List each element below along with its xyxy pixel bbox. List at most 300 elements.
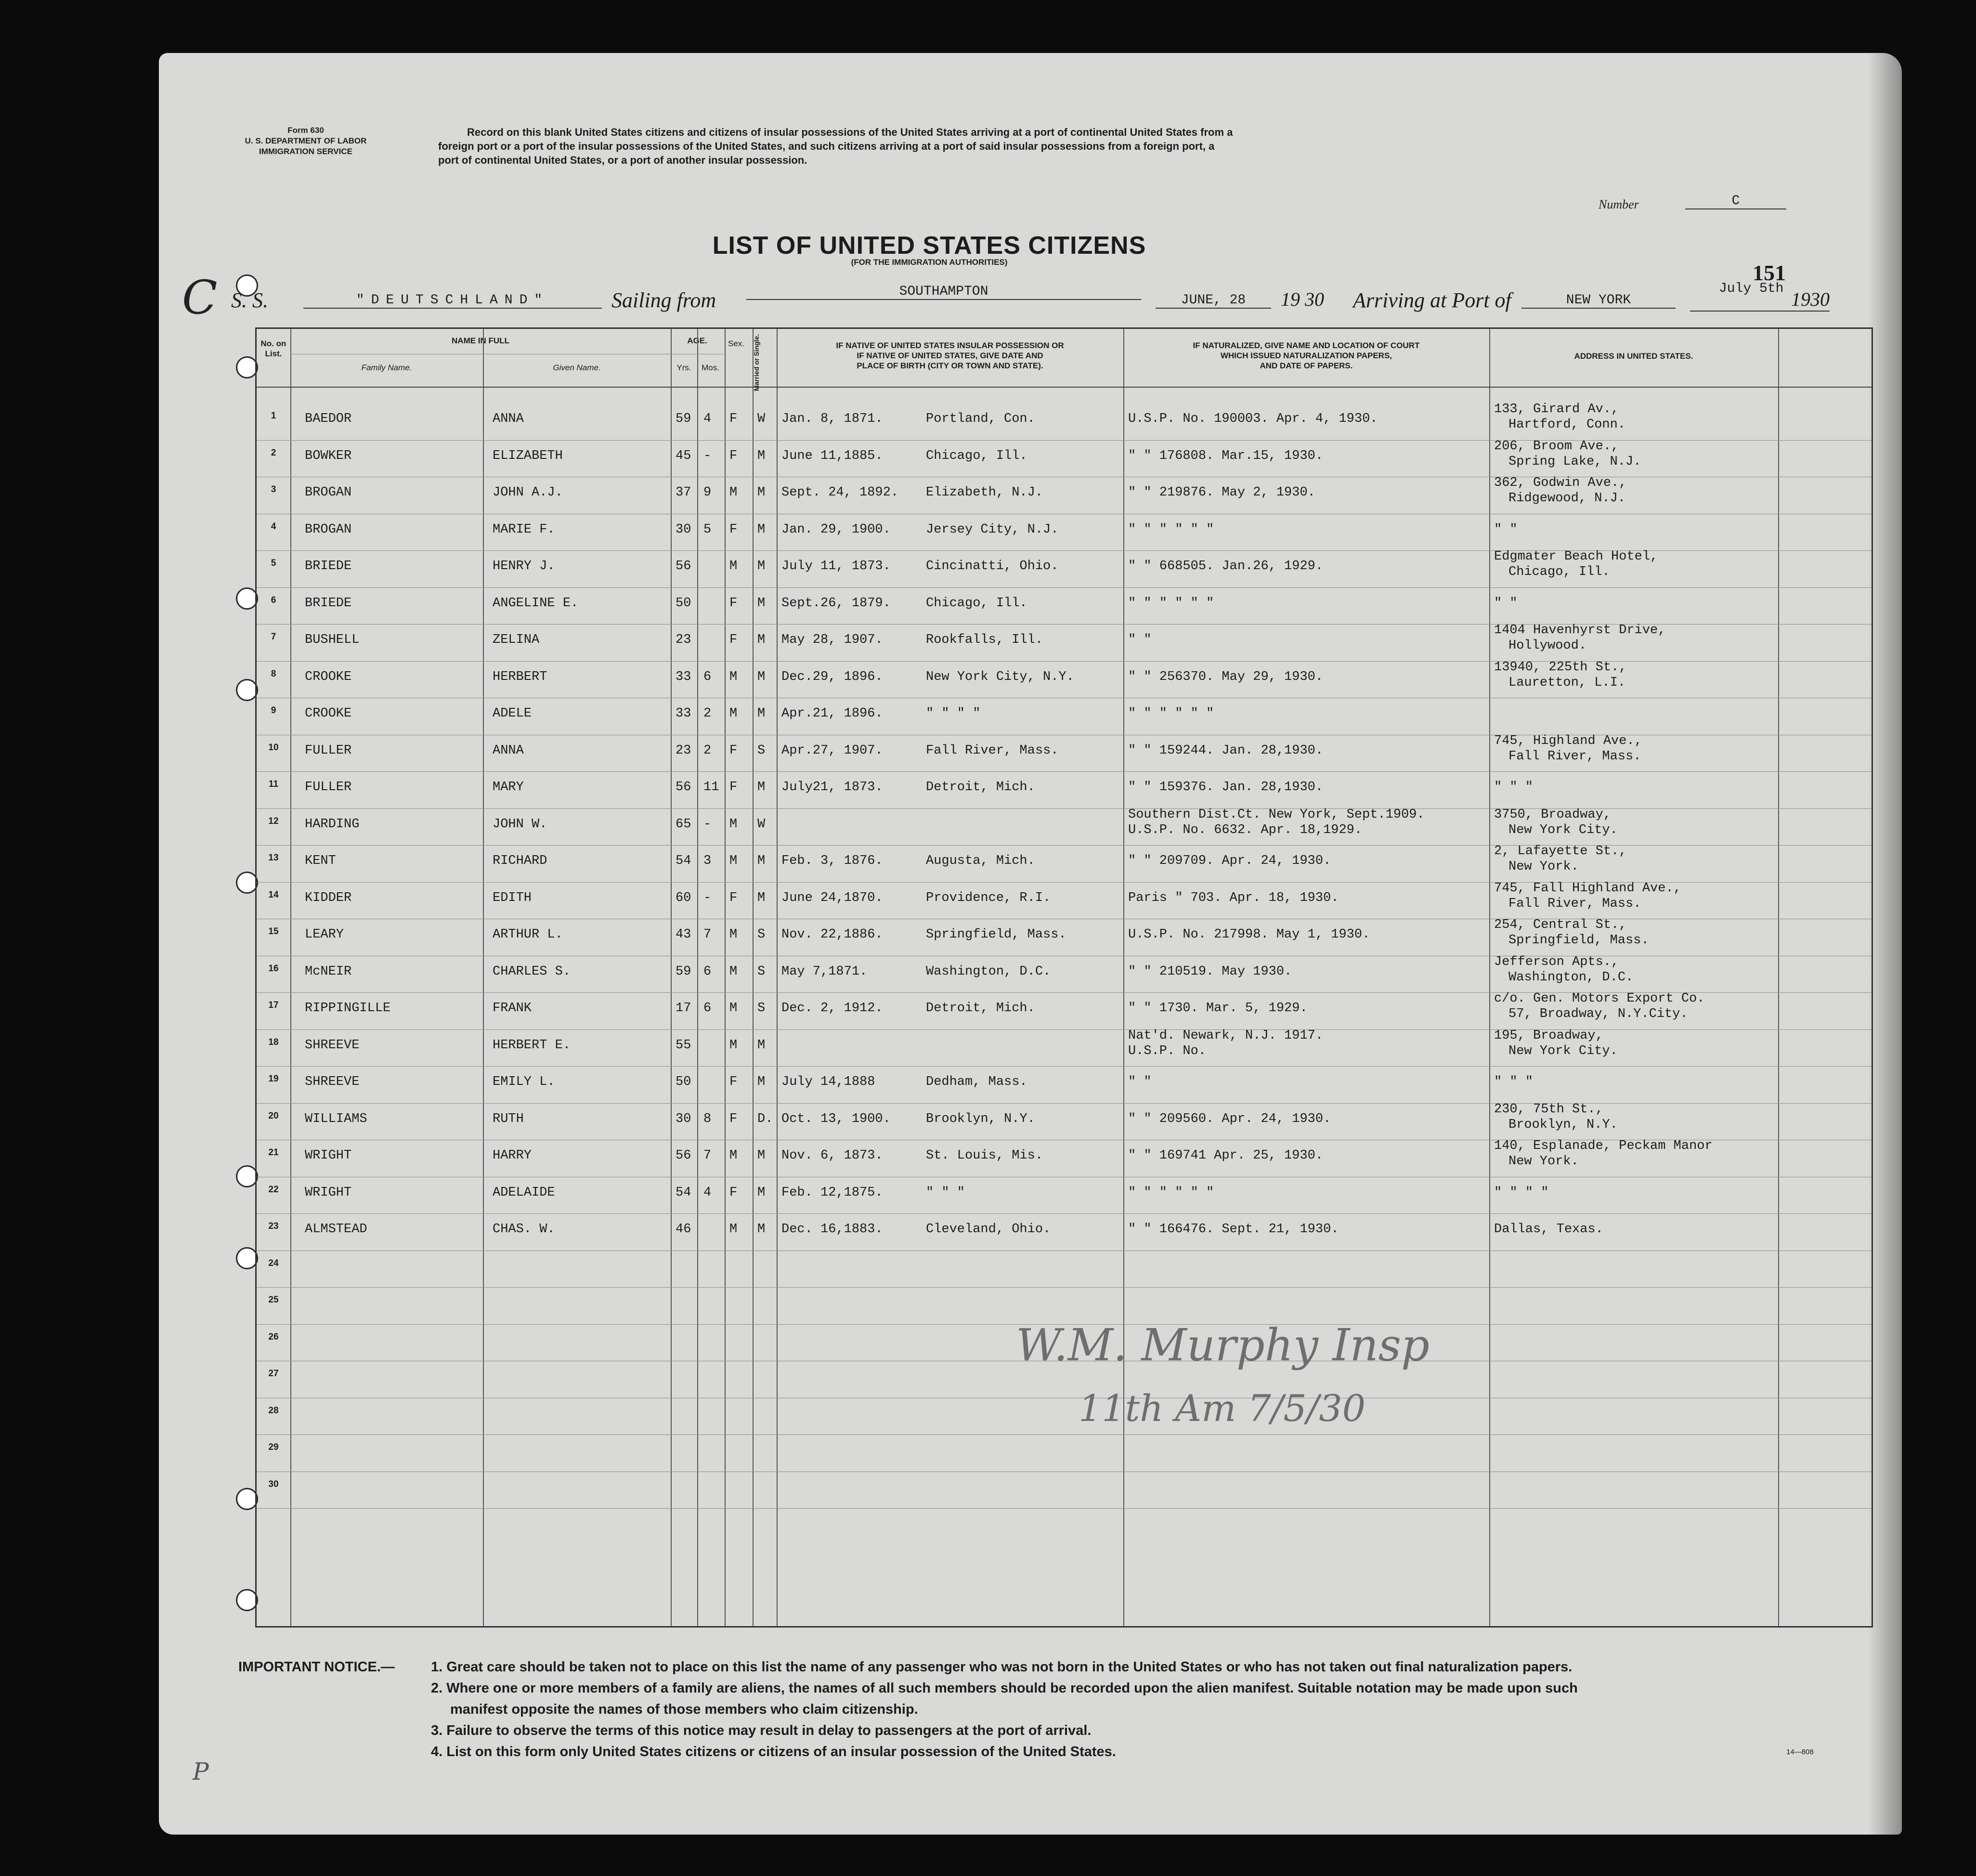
row-number: 4	[271, 521, 276, 532]
cell-birth-place: Chicago, Ill.	[926, 448, 1027, 463]
header-birth-line: IF NATIVE OF UNITED STATES, GIVE DATE AND	[857, 351, 1043, 360]
cell-birth-date: Dec. 16,1883.	[781, 1222, 883, 1237]
row-rule	[257, 1287, 1872, 1288]
cell-family: BRIEDE	[305, 559, 352, 573]
cell-family: KENT	[305, 854, 336, 868]
cell-birth-date: Apr.21, 1896.	[781, 706, 883, 721]
cell-yrs: 56	[676, 1148, 691, 1163]
header-sex: Sex.	[728, 339, 745, 348]
cell-yrs: 56	[676, 780, 691, 795]
form-identifier	[193, 125, 419, 157]
cell-nat: " "	[1128, 633, 1152, 647]
header-birth-line: PLACE OF BIRTH (CITY OR TOWN AND STATE).	[857, 361, 1043, 370]
cell-mos: 6	[703, 964, 712, 979]
cell-given: JOHN W.	[493, 817, 547, 832]
cell-yrs: 55	[676, 1038, 691, 1053]
cell-addr1: " "	[1494, 522, 1518, 537]
row-number: 9	[271, 705, 276, 716]
cell-sex: F	[729, 448, 738, 463]
cell-given: ADELAIDE	[493, 1185, 555, 1200]
cell-birth-place: Chicago, Ill.	[926, 596, 1027, 611]
handwritten-mark: C	[182, 271, 218, 325]
cell-ms: M	[757, 1038, 766, 1053]
cell-addr1: 230, 75th St.,	[1494, 1102, 1603, 1117]
row-rule	[257, 440, 1872, 441]
cell-addr1: 3750, Broadway,	[1494, 807, 1612, 822]
cell-birth-date: Nov. 6, 1873.	[781, 1148, 883, 1163]
row-number: 24	[268, 1258, 279, 1268]
header-naturalized-line: IF NATURALIZED, GIVE NAME AND LOCATION OF COURT	[1193, 341, 1420, 350]
cell-birth-place: Detroit, Mich.	[926, 1001, 1035, 1016]
cell-given: ARTHUR L.	[493, 927, 563, 942]
cell-birth-date: Jan. 29, 1900.	[781, 522, 891, 537]
cell-yrs: 60	[676, 890, 691, 905]
cell-addr1: 133, Girard Av.,	[1494, 402, 1619, 417]
header-given-name: Given Name.	[553, 363, 601, 372]
cell-family: BROGAN	[305, 485, 352, 500]
row-number: 25	[268, 1295, 279, 1305]
cell-ms: S	[757, 743, 766, 758]
cell-addr1: 254, Central St.,	[1494, 918, 1627, 932]
row-number: 16	[268, 963, 279, 974]
cell-birth-date: Feb. 3, 1876.	[781, 854, 883, 868]
cell-nat: Southern Dist.Ct. New York, Sept.1909.	[1128, 807, 1425, 822]
cell-given: CHARLES S.	[493, 964, 571, 979]
cell-sex: F	[729, 522, 738, 537]
cell-birth-date: May 28, 1907.	[781, 633, 883, 647]
cell-birth-place: Cincinatti, Ohio.	[926, 559, 1059, 573]
cell-birth-place: Portland, Con.	[926, 412, 1035, 426]
cell-addr-line2: Lauretton, L.I.	[1508, 675, 1626, 690]
row-number: 2	[271, 447, 276, 458]
cell-given: JOHN A.J.	[493, 485, 563, 500]
cell-ms: M	[757, 485, 766, 500]
cell-mos: 11	[703, 780, 719, 795]
cell-yrs: 54	[676, 1185, 691, 1200]
cell-ms: W	[757, 412, 766, 426]
table-column-rule	[671, 329, 672, 1626]
cell-sex: F	[729, 780, 738, 795]
row-number: 28	[268, 1405, 279, 1416]
cell-ms: M	[757, 854, 766, 868]
cell-family: CROOKE	[305, 706, 352, 721]
voyage-line	[159, 279, 1902, 323]
cell-mos: 6	[703, 669, 712, 684]
cell-yrs: 45	[676, 448, 691, 463]
cell-addr-line2: Hartford, Conn.	[1508, 417, 1626, 432]
cell-given: RICHARD	[493, 854, 547, 868]
row-number: 3	[271, 484, 276, 495]
cell-addr1: 745, Highland Ave.,	[1494, 733, 1642, 748]
cell-nat: " " " " " "	[1128, 522, 1214, 537]
arrival-port: NEW YORK	[1521, 293, 1676, 309]
cell-family: BRIEDE	[305, 596, 352, 611]
row-rule	[257, 1213, 1872, 1214]
row-number: 15	[268, 926, 279, 937]
cell-ms: S	[757, 964, 766, 979]
cell-yrs: 33	[676, 706, 691, 721]
cell-birth-date: May 7,1871.	[781, 964, 868, 979]
header-name-in-full: NAME IN FULL	[452, 336, 509, 345]
cell-addr-line2: Hollywood.	[1508, 638, 1587, 653]
cell-addr1: Dallas, Texas.	[1494, 1222, 1603, 1237]
cell-birth-date: Sept. 24, 1892.	[781, 485, 899, 500]
cell-nat: " " 209560. Apr. 24, 1930.	[1128, 1111, 1331, 1126]
instruction-line: Record on this blank United States citizens and citizens of insular possessions of the United States arriving at a port of continental United States from a	[467, 126, 1233, 138]
cell-addr1: c/o. Gen. Motors Export Co.	[1494, 991, 1705, 1006]
cell-nat: " " 1730. Mar. 5, 1929.	[1128, 1001, 1308, 1016]
service-name: IMMIGRATION SERVICE	[259, 147, 352, 156]
sailing-label: Sailing from	[611, 288, 716, 312]
cell-addr-line2: Chicago, Ill.	[1508, 565, 1610, 579]
row-number: 22	[268, 1184, 279, 1195]
page-number: 151	[1753, 261, 1786, 285]
cell-family: BROGAN	[305, 522, 352, 537]
form-number: Form 630	[287, 126, 324, 135]
notice-item: 4. List on this form only United States citizens or citizens of an insular possession of the United States.	[431, 1744, 1116, 1759]
cell-sex: M	[729, 854, 738, 868]
table-column-rule	[290, 329, 291, 1626]
cell-family: BUSHELL	[305, 633, 360, 647]
table-column-rule	[725, 329, 726, 1626]
cell-nat: " " " " " "	[1128, 1185, 1214, 1200]
cell-addr-line2: Washington, D.C.	[1508, 970, 1634, 985]
instruction-line: foreign port or a port of the insular possessions of the United States, and such citizens arriving at a port of said insular possessions from a foreign port, a	[438, 140, 1215, 152]
cell-yrs: 30	[676, 1111, 691, 1126]
cell-addr1: Jefferson Apts.,	[1494, 954, 1619, 969]
cell-ms: M	[757, 1185, 766, 1200]
cell-birth-place: Cleveland, Ohio.	[926, 1222, 1051, 1237]
cell-birth-place: Jersey City, N.J.	[926, 522, 1059, 537]
cell-family: WILLIAMS	[305, 1111, 367, 1126]
signature-annotation: 11th Am 7/5/30	[1079, 1387, 1366, 1430]
form-print-code: 14—808	[1786, 1748, 1814, 1756]
cell-addr1: " " " "	[1494, 1185, 1549, 1200]
cell-given: ANGELINE E.	[493, 596, 579, 611]
table-column-rule	[1778, 329, 1779, 1626]
cell-addr-line2: Fall River, Mass.	[1508, 896, 1641, 911]
cell-family: BAEDOR	[305, 412, 352, 426]
cell-yrs: 59	[676, 412, 691, 426]
notice-item: 3. Failure to observe the terms of this notice may result in delay to passengers at the port of arrival.	[431, 1723, 1092, 1738]
cell-family: FULLER	[305, 743, 352, 758]
notice-item: manifest opposite the names of those members who claim citizenship.	[450, 1702, 918, 1717]
cell-birth-place: Providence, R.I.	[926, 890, 1051, 905]
cell-ms: M	[757, 1148, 766, 1163]
cell-family: KIDDER	[305, 890, 352, 905]
table-column-rule	[1123, 329, 1124, 1626]
cell-birth-date: Dec. 2, 1912.	[781, 1001, 883, 1016]
header-birth-line: IF NATIVE OF UNITED STATES INSULAR POSSESSION OR	[836, 341, 1064, 350]
cell-given: ADELE	[493, 706, 532, 721]
passenger-table	[255, 327, 1873, 1628]
cell-nat: " " 159376. Jan. 28,1930.	[1128, 780, 1324, 795]
cell-nat-line2: U.S.P. No. 6632. Apr. 18,1929.	[1128, 822, 1363, 837]
cell-nat: U.S.P. No. 217998. May 1, 1930.	[1128, 927, 1370, 942]
cell-given: MARY	[493, 780, 524, 795]
cell-birth-date: July21, 1873.	[781, 780, 883, 795]
row-rule	[257, 845, 1872, 846]
cell-yrs: 37	[676, 485, 691, 500]
cell-family: SHREEVE	[305, 1075, 360, 1089]
cell-addr1: 140, Esplanade, Peckam Manor	[1494, 1139, 1713, 1153]
cell-mos: -	[703, 817, 712, 832]
cell-ms: M	[757, 890, 766, 905]
cell-given: HERBERT E.	[493, 1038, 571, 1053]
cell-sex: F	[729, 596, 738, 611]
cell-ms: M	[757, 559, 766, 573]
row-number: 26	[268, 1331, 279, 1342]
cell-given: HENRY J.	[493, 559, 555, 573]
sailing-date: JUNE, 28	[1156, 293, 1271, 309]
row-number: 6	[271, 595, 276, 605]
cell-sex: M	[729, 706, 738, 721]
cell-addr1: 195, Broadway,	[1494, 1028, 1603, 1043]
cell-sex: F	[729, 412, 738, 426]
header-age: AGE.	[687, 336, 707, 345]
cell-birth-date: Sept.26, 1879.	[781, 596, 891, 611]
cell-birth-place: St. Louis, Mis.	[926, 1148, 1043, 1163]
row-number: 19	[268, 1074, 279, 1084]
cell-birth-place: " " " "	[926, 706, 981, 721]
cell-given: ANNA	[493, 412, 524, 426]
cell-mos: 4	[703, 412, 712, 426]
cell-addr1: 1404 Havenhyrst Drive,	[1494, 623, 1666, 638]
cell-sex: F	[729, 1075, 738, 1089]
cell-nat: " " " " " "	[1128, 706, 1214, 721]
cell-addr-line2: Fall River, Mass.	[1508, 749, 1641, 764]
cell-mos: 6	[703, 1001, 712, 1016]
cell-family: FULLER	[305, 780, 352, 795]
cell-nat: " " 209709. Apr. 24, 1930.	[1128, 854, 1331, 868]
cell-nat: " " 256370. May 29, 1930.	[1128, 669, 1324, 684]
row-number: 11	[268, 779, 279, 789]
cell-birth-date: Nov. 22,1886.	[781, 927, 883, 942]
cell-ms: M	[757, 1222, 766, 1237]
row-number: 7	[271, 632, 276, 642]
table-column-rule	[777, 329, 778, 1626]
row-rule	[257, 661, 1872, 662]
row-number: 17	[268, 1000, 279, 1010]
cell-yrs: 50	[676, 596, 691, 611]
cell-yrs: 46	[676, 1222, 691, 1237]
cell-ms: M	[757, 706, 766, 721]
cell-birth-date: Apr.27, 1907.	[781, 743, 883, 758]
row-number: 14	[268, 889, 279, 900]
cell-nat: " " 169741 Apr. 25, 1930.	[1128, 1148, 1324, 1163]
cell-mos: 2	[703, 743, 712, 758]
cell-nat: " "	[1128, 1075, 1152, 1089]
cell-yrs: 23	[676, 743, 691, 758]
cell-yrs: 30	[676, 522, 691, 537]
cell-addr-line2: Spring Lake, N.J.	[1508, 454, 1641, 469]
cell-family: SHREEVE	[305, 1038, 360, 1053]
cell-mos: 9	[703, 485, 712, 500]
cell-mos: 7	[703, 927, 712, 942]
cell-ms: S	[757, 1001, 766, 1016]
cell-nat: " " 668505. Jan.26, 1929.	[1128, 559, 1324, 573]
header-birth	[777, 340, 1123, 371]
notice-item: 2. Where one or more members of a family are aliens, the names of all such members should be recorded upon the alien manifest. Suitable notation may be made upon such	[431, 1681, 1578, 1696]
cell-nat: Paris " 703. Apr. 18, 1930.	[1128, 890, 1339, 905]
cell-given: EMILY L.	[493, 1075, 555, 1089]
row-number: 1	[271, 411, 276, 421]
cell-yrs: 65	[676, 817, 691, 832]
row-rule	[257, 1029, 1872, 1030]
cell-birth-place: Elizabeth, N.J.	[926, 485, 1043, 500]
cell-addr-line2: New York.	[1508, 1154, 1579, 1169]
cell-birth-place: Detroit, Mich.	[926, 780, 1035, 795]
row-rule	[257, 1434, 1872, 1435]
cell-nat-line2: U.S.P. No.	[1128, 1043, 1207, 1058]
number-value: C	[1685, 194, 1786, 209]
header-naturalized-line: WHICH ISSUED NATURALIZATION PAPERS,	[1220, 351, 1392, 360]
cell-family: BOWKER	[305, 448, 352, 463]
cell-birth-date: July 11, 1873.	[781, 559, 891, 573]
row-number: 5	[271, 558, 276, 568]
header-family-name: Family Name.	[361, 363, 412, 372]
row-number: 27	[268, 1368, 279, 1379]
header-yrs: Yrs.	[676, 363, 691, 372]
page-subtitle: (FOR THE IMMIGRATION AUTHORITIES)	[851, 258, 1008, 267]
number-label: Number	[1599, 197, 1639, 211]
cell-sex: M	[729, 485, 738, 500]
cell-ms: M	[757, 448, 766, 463]
cell-sex: M	[729, 1001, 738, 1016]
cell-nat: " " 219876. May 2, 1930.	[1128, 485, 1315, 500]
row-number: 10	[268, 742, 279, 753]
cell-birth-place: New York City, N.Y.	[926, 669, 1074, 684]
cell-ms: M	[757, 669, 766, 684]
row-number: 20	[268, 1110, 279, 1121]
cell-sex: M	[729, 964, 738, 979]
cell-ms: M	[757, 522, 766, 537]
cell-given: EDITH	[493, 890, 532, 905]
cell-birth-place: Augusta, Mich.	[926, 854, 1035, 868]
cell-sex: M	[729, 927, 738, 942]
row-number: 8	[271, 668, 276, 679]
cell-nat: " " 166476. Sept. 21, 1930.	[1128, 1222, 1339, 1237]
cell-addr1: Edgmater Beach Hotel,	[1494, 549, 1658, 564]
cell-given: ZELINA	[493, 633, 540, 647]
departure-port: SOUTHAMPTON	[746, 284, 1141, 300]
row-number: 12	[268, 816, 279, 826]
cell-birth-date: July 14,1888	[781, 1075, 875, 1089]
cell-birth-place: Washington, D.C.	[926, 964, 1051, 979]
table-column-rule	[483, 329, 484, 1626]
cell-birth-place: Brooklyn, N.Y.	[926, 1111, 1035, 1126]
header-naturalized	[1123, 340, 1489, 371]
cell-family: McNEIR	[305, 964, 352, 979]
cell-ms: M	[757, 596, 766, 611]
cell-sex: M	[729, 1222, 738, 1237]
cell-addr-line2: New York City.	[1508, 822, 1618, 837]
cell-yrs: 23	[676, 633, 691, 647]
cell-sex: F	[729, 633, 738, 647]
row-number: 30	[268, 1479, 279, 1489]
table-column-rule	[697, 329, 698, 1626]
row-number: 13	[268, 853, 279, 863]
cell-sex: F	[729, 890, 738, 905]
cell-ms: M	[757, 1075, 766, 1089]
cell-addr1: " " "	[1494, 780, 1534, 795]
cell-yrs: 43	[676, 927, 691, 942]
cell-mos: 5	[703, 522, 712, 537]
corner-mark: P	[193, 1758, 209, 1785]
form-instructions	[438, 125, 1709, 167]
cell-mos: 4	[703, 1185, 712, 1200]
cell-ms: S	[757, 927, 766, 942]
table-column-rule	[1489, 329, 1490, 1626]
cell-birth-place: " " "	[926, 1185, 965, 1200]
cell-nat: Nat'd. Newark, N.J. 1917.	[1128, 1028, 1324, 1043]
cell-addr1: 745, Fall Highland Ave.,	[1494, 881, 1681, 896]
cell-birth-date: Jan. 8, 1871.	[781, 412, 883, 426]
header-address: ADDRESS IN UNITED STATES.	[1574, 352, 1693, 361]
department-name: U. S. DEPARTMENT OF LABOR	[245, 136, 367, 145]
cell-mos: -	[703, 448, 712, 463]
cell-nat: " " 176808. Mar.15, 1930.	[1128, 448, 1324, 463]
cell-addr-line2: 57, Broadway, N.Y.City.	[1508, 1007, 1688, 1021]
cell-given: HERBERT	[493, 669, 547, 684]
cell-sex: M	[729, 817, 738, 832]
cell-yrs: 59	[676, 964, 691, 979]
cell-yrs: 17	[676, 1001, 691, 1016]
cell-ms: M	[757, 780, 766, 795]
cell-birth-date: June 11,1885.	[781, 448, 883, 463]
cell-sex: M	[729, 1038, 738, 1053]
cell-addr-line2: New York.	[1508, 860, 1579, 874]
row-number: 18	[268, 1037, 279, 1047]
arrival-date: July 5th	[1719, 281, 1784, 296]
header-mos: Mos.	[702, 363, 719, 372]
cell-sex: M	[729, 1148, 738, 1163]
cell-sex: F	[729, 1111, 738, 1126]
cell-mos: 2	[703, 706, 712, 721]
cell-birth-place: Rookfalls, Ill.	[926, 633, 1043, 647]
row-number: 29	[268, 1442, 279, 1452]
cell-addr1: 2, Lafayette St.,	[1494, 844, 1627, 859]
cell-addr1: 206, Broom Ave.,	[1494, 439, 1619, 454]
cell-addr-line2: Brooklyn, N.Y.	[1508, 1117, 1618, 1132]
cell-given: HARRY	[493, 1148, 532, 1163]
header-no-on-list: No. on List.	[260, 339, 286, 358]
cell-addr-line2: New York City.	[1508, 1043, 1618, 1058]
cell-sex: F	[729, 1185, 738, 1200]
cell-nat: U.S.P. No. 190003. Apr. 4, 1930.	[1128, 412, 1378, 426]
cell-mos: 8	[703, 1111, 712, 1126]
cell-birth-place: Springfield, Mass.	[926, 927, 1066, 942]
row-rule	[257, 1066, 1872, 1067]
header-married-single: Married or Single.	[753, 334, 760, 391]
table-column-rule	[753, 329, 754, 1626]
cell-addr-line2: Ridgewood, N.J.	[1508, 491, 1626, 506]
row-rule	[257, 1508, 1872, 1509]
cell-family: LEARY	[305, 927, 344, 942]
ship-name: "DEUTSCHLAND"	[303, 293, 602, 309]
row-number: 23	[268, 1221, 279, 1231]
manifest-page	[159, 53, 1902, 1835]
cell-sex: F	[729, 743, 738, 758]
cell-given: FRANK	[493, 1001, 532, 1016]
cell-birth-date: Feb. 12,1875.	[781, 1185, 883, 1200]
header-naturalized-line: AND DATE OF PAPERS.	[1260, 361, 1353, 370]
row-rule	[257, 771, 1872, 772]
cell-sex: M	[729, 559, 738, 573]
ss-label: S. S.	[231, 288, 268, 312]
cell-family: WRIGHT	[305, 1185, 352, 1200]
cell-yrs: 33	[676, 669, 691, 684]
